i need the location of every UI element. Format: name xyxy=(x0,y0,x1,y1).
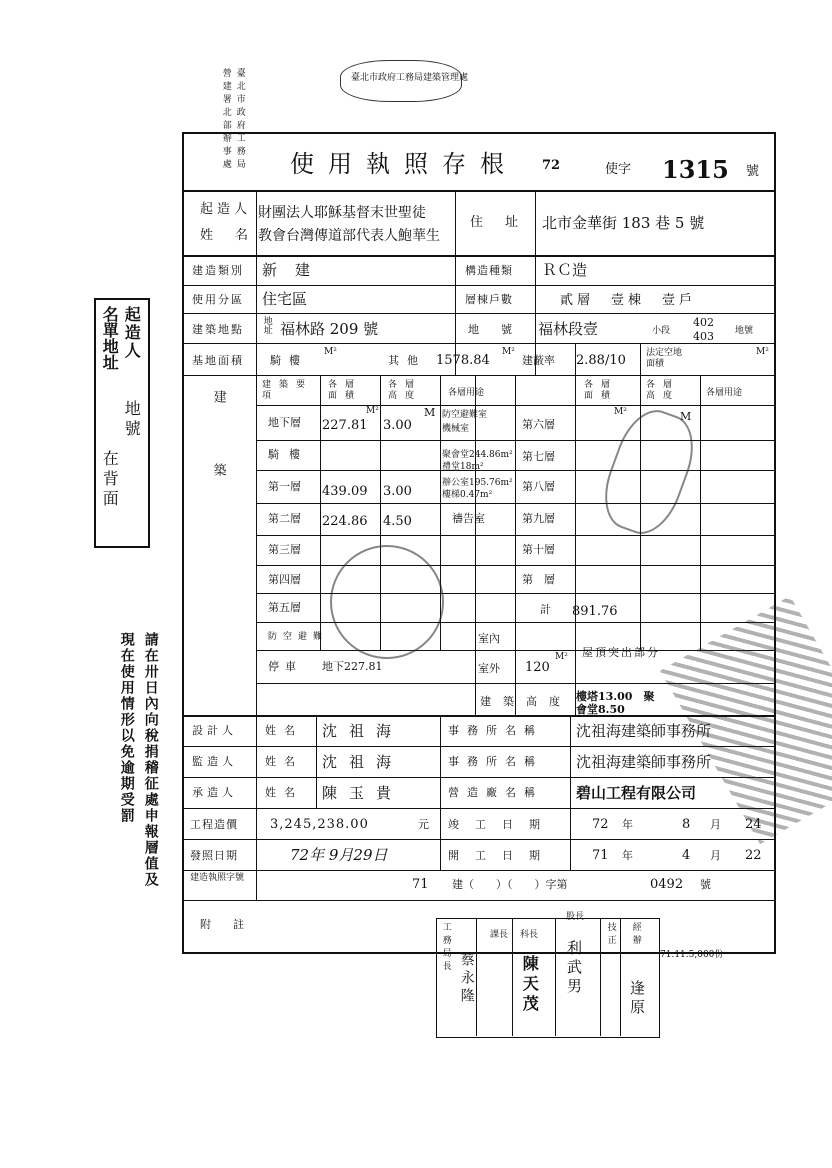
lot-small: 小段 xyxy=(652,326,671,336)
rule xyxy=(256,535,774,536)
supervisor-label: 監造人 xyxy=(192,755,237,768)
row-area-b1: 227.81 xyxy=(322,418,368,433)
coverage-label: 建蔽率 xyxy=(522,354,555,367)
supervisor-name: 沈祖海 xyxy=(322,753,404,771)
side-note: 現在使用情形以免逾期受罰 xyxy=(118,632,135,824)
start-day: 22 xyxy=(745,848,762,863)
rule xyxy=(182,808,774,809)
rule xyxy=(455,192,456,375)
finish-label: 竣工日期 xyxy=(448,818,556,831)
designer-office: 沈祖海建築師事務所 xyxy=(576,722,712,740)
row-label-3f: 第三層 xyxy=(268,543,301,556)
floors-label: 層棟戶數 xyxy=(465,293,513,306)
address-label: 住址 xyxy=(470,215,541,230)
row-area-2f: 224.86 xyxy=(322,514,368,529)
row-label-b1: 地下層 xyxy=(268,416,301,429)
building-type: 新建 xyxy=(262,261,329,279)
side-box xyxy=(94,298,150,548)
parking-label: 停車 xyxy=(268,660,302,673)
rule xyxy=(182,285,774,286)
rule xyxy=(182,375,774,376)
side-box-line1: 起造人 xyxy=(122,306,142,360)
rule xyxy=(575,375,576,715)
col-use: 各層用途 xyxy=(448,388,485,398)
arcade-label: 騎樓 xyxy=(270,354,308,367)
open-space-unit: M² xyxy=(756,347,769,357)
zone-label: 使用分區 xyxy=(192,293,244,306)
rule xyxy=(320,375,321,650)
designer-name: 沈祖海 xyxy=(322,722,404,740)
open-space-label: 法定空地面積 xyxy=(646,348,683,369)
builder-address: 北市金華街 183 巷 5 號 xyxy=(542,214,705,232)
form-year-no: 72 xyxy=(542,158,561,173)
structure-label: 構造種類 xyxy=(465,264,513,277)
row-label-total: 計 xyxy=(540,603,551,616)
finish-m-label: 月 xyxy=(710,818,721,831)
row-height-2f: 4.50 xyxy=(383,514,412,529)
col-area: 各層面積 xyxy=(328,380,363,401)
approval-cell-4: 股長 xyxy=(566,912,585,922)
row-use1-arcade: 聚會堂244.86m² xyxy=(442,450,513,460)
approval-cell-6: 經辦 xyxy=(630,922,641,948)
rule xyxy=(570,715,571,808)
approval-cell-5: 技正 xyxy=(605,922,616,948)
permit-text: 建（ ）（ ）字第 xyxy=(452,878,568,891)
rule xyxy=(182,190,774,192)
finish-year: 72 xyxy=(592,817,609,832)
permit-suffix: 號 xyxy=(700,878,711,891)
license-number: 1315 xyxy=(662,155,729,184)
contractor-name: 陳玉貴 xyxy=(322,784,404,802)
row-label-9f: 第九層 xyxy=(522,512,555,525)
issue-label: 發照日期 xyxy=(190,849,238,862)
row-label-7f: 第七層 xyxy=(522,450,555,463)
col-height-r: 各層高度 xyxy=(646,380,681,401)
right-height-unit: M xyxy=(680,410,692,423)
approval-name-4: 逢原 xyxy=(628,980,646,1018)
rule xyxy=(640,343,641,375)
side-note-2: 請在卅日內向稅捐稽征處申報層值及 xyxy=(142,632,159,888)
designer-name-label: 姓名 xyxy=(265,724,303,737)
header-note-left-2: 臺北市政府工務局 xyxy=(234,68,245,172)
contractor-name-label: 姓名 xyxy=(265,786,303,799)
row-label-6f: 第六層 xyxy=(522,418,555,431)
type-label: 建造類別 xyxy=(192,264,244,277)
builder-name-label: 姓名 xyxy=(200,228,271,243)
builder-label: 起造人 xyxy=(200,202,252,217)
zone: 住宅區 xyxy=(262,290,308,308)
supervisor-office-label: 事務所名稱 xyxy=(448,755,543,768)
row-label-10f: 第十層 xyxy=(522,543,555,556)
side-box-line4: 在背面 xyxy=(100,450,120,510)
row-label-5f: 第五層 xyxy=(268,601,301,614)
permit-label: 建造執照字號 xyxy=(190,873,245,883)
rule xyxy=(256,405,774,406)
rule xyxy=(256,440,774,441)
contractor-company: 碧山工程有限公司 xyxy=(576,784,697,802)
cost-label: 工程造價 xyxy=(190,818,238,831)
approval-cell-3: 科長 xyxy=(520,930,539,940)
row-use2-1f: 樓梯0.47m² xyxy=(442,490,493,500)
roof-values: 樓塔13.00 聚會堂8.50 xyxy=(576,690,655,717)
rule xyxy=(515,375,516,715)
row-use1-b1: 防空避難室 xyxy=(442,410,488,420)
rule xyxy=(440,715,441,808)
rule xyxy=(182,746,774,747)
rule xyxy=(182,870,774,871)
row-area-1f: 439.09 xyxy=(322,484,368,499)
row-label-8f: 第八層 xyxy=(522,480,555,493)
row-label-arcade: 騎樓 xyxy=(268,448,310,461)
rule xyxy=(182,343,774,344)
cost-unit: 元 xyxy=(418,818,429,831)
issue-date: 72年 9月29日 xyxy=(290,846,388,864)
area-unit: M² xyxy=(324,347,337,357)
contractor-label: 承造人 xyxy=(192,786,237,799)
shelter-value: 地下227.81 xyxy=(322,660,383,673)
start-month: 4 xyxy=(682,848,691,863)
finish-month: 8 xyxy=(682,817,691,832)
permit-number: 0492 xyxy=(650,877,684,892)
lot-no-2: 403 xyxy=(693,330,714,343)
roof-label: 屋頂突出部分 xyxy=(582,646,660,659)
header-note-right: 臺北市政府工務局建築管理處 xyxy=(351,73,469,83)
rule xyxy=(440,808,441,870)
approval-name-1: 蔡永隆 xyxy=(458,952,475,1006)
site-address: 福林路 209 號 xyxy=(280,320,379,338)
other-value: 1578.84 xyxy=(436,353,490,368)
finish-y-label: 年 xyxy=(622,818,633,831)
print-note: 71.11.5,000份 xyxy=(660,950,724,960)
rule xyxy=(256,192,257,900)
floors: 貳層 壹棟 壹戶 xyxy=(560,293,697,308)
lot-suffix: 地號 xyxy=(735,326,754,336)
contractor-company-label: 營造廠名稱 xyxy=(448,786,543,799)
row-label-2f: 第二層 xyxy=(268,512,301,525)
approval-cell-2: 課長 xyxy=(490,930,509,940)
height-label: 建築高度 xyxy=(480,695,572,708)
rule xyxy=(256,565,774,566)
start-y-label: 年 xyxy=(622,849,633,862)
shelter-label: 防空避難 xyxy=(268,632,329,642)
row-height-unit: M xyxy=(424,406,436,419)
rule xyxy=(182,255,774,257)
row-use2-arcade: 禮堂18m² xyxy=(442,462,484,472)
total-area: 891.76 xyxy=(572,604,618,619)
site-label: 建築地點 xyxy=(192,323,244,336)
use-label: 使字 xyxy=(605,162,632,177)
parking-inner: 室內 xyxy=(478,632,500,645)
license-suffix: 號 xyxy=(746,164,760,179)
right-area-unit: M² xyxy=(614,407,627,417)
rule xyxy=(475,375,476,715)
header-stamp-oval xyxy=(340,60,469,102)
header-note-left-1: 營建署北部辦事處 xyxy=(220,68,231,172)
form-title: 使用執照存根 xyxy=(290,150,518,178)
start-m-label: 月 xyxy=(710,849,721,862)
row-use1-2f: 禱告室 xyxy=(452,512,485,525)
permit-year: 71 xyxy=(412,877,429,892)
row-area-unit: M² xyxy=(366,406,379,416)
rule xyxy=(620,918,621,1036)
builder-name-1: 財團法人耶穌基督末世聖徒 xyxy=(258,205,426,221)
rule xyxy=(555,918,556,1036)
lot-label: 地號 xyxy=(468,323,534,336)
row-label-4f: 第四層 xyxy=(268,573,301,586)
row-label-1f: 第一層 xyxy=(268,480,301,493)
notes-label: 附註 xyxy=(200,918,266,931)
rule xyxy=(575,343,576,375)
rule xyxy=(182,777,774,778)
row-label-nf: 第 層 xyxy=(522,573,555,586)
rule xyxy=(316,715,317,808)
col-area-r: 各層面積 xyxy=(584,380,619,401)
supervisor-name-label: 姓名 xyxy=(265,755,303,768)
other-label: 其他 xyxy=(388,354,426,367)
rule xyxy=(182,313,774,314)
parking-outer-value: 120 xyxy=(525,660,550,675)
start-year: 71 xyxy=(592,848,609,863)
round-seal-stamp xyxy=(330,545,444,659)
other-unit: M² xyxy=(502,347,515,357)
approval-cell-1: 工務局長 xyxy=(440,922,451,974)
site-sub-label: 地址 xyxy=(261,316,272,334)
rule xyxy=(182,839,774,840)
base-area-label: 基地面積 xyxy=(192,354,244,367)
builder-name-2: 教會台灣傳道部代表人鮑華生 xyxy=(258,228,440,244)
rule xyxy=(600,918,601,1036)
row-use2-b1: 機械室 xyxy=(442,424,470,434)
parking-unit: M² xyxy=(555,652,568,662)
lot-no-1: 402 xyxy=(693,316,714,329)
cost-value: 3,245,238.00 xyxy=(270,817,369,832)
start-label: 開工日期 xyxy=(448,849,556,862)
col-height: 各層高度 xyxy=(388,380,423,401)
rule xyxy=(512,918,513,1036)
approval-name-2: 陳天茂 xyxy=(520,955,540,1015)
rule xyxy=(570,808,571,870)
lot-section: 福林段壹 xyxy=(538,320,599,338)
row-height-1f: 3.00 xyxy=(383,484,412,499)
side-box-line3: 地號 xyxy=(122,400,142,440)
coverage: 2.88/10 xyxy=(576,353,626,368)
rule xyxy=(256,470,774,471)
finish-day: 24 xyxy=(745,817,762,832)
row-use1-1f: 辦公室195.76m² xyxy=(442,478,513,488)
col-item: 建築要項 xyxy=(262,380,314,401)
approval-name-3: 利武男 xyxy=(565,940,583,997)
col-use-r: 各層用途 xyxy=(706,388,743,398)
rule xyxy=(700,375,701,650)
supervisor-office: 沈祖海建築師事務所 xyxy=(576,753,712,771)
designer-office-label: 事務所名稱 xyxy=(448,724,543,737)
section-label: 建築 xyxy=(210,390,226,536)
rule xyxy=(256,503,774,504)
rule xyxy=(476,918,477,1036)
designer-label: 設計人 xyxy=(192,724,237,737)
parking-outer: 室外 xyxy=(478,662,500,675)
structure: ＲＣ造 xyxy=(542,261,588,279)
side-box-line2: 名單地址 xyxy=(100,306,120,370)
row-height-b1: 3.00 xyxy=(383,418,412,433)
rule xyxy=(182,900,774,901)
